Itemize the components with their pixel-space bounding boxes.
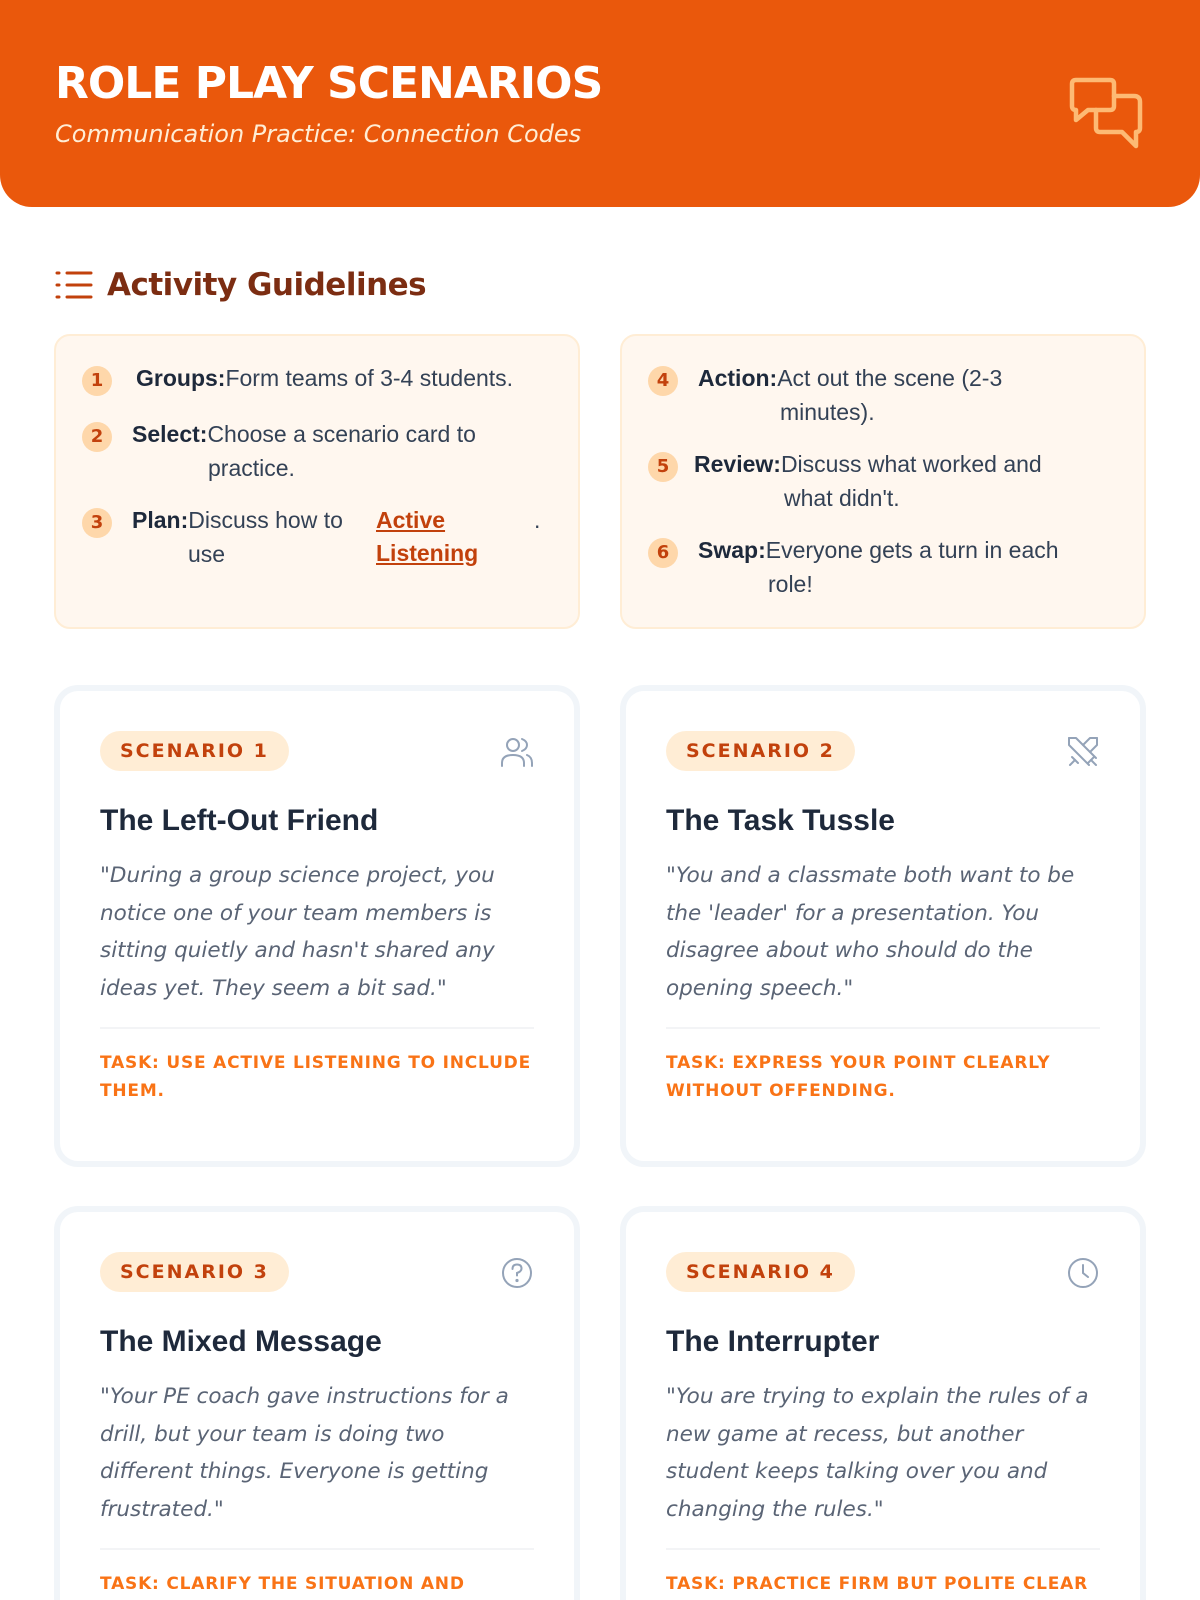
page-header	[0, 0, 1200, 207]
step-key: Groups:	[136, 365, 226, 391]
page-title: ROLE PLAY SCENARIOS	[55, 58, 603, 109]
step-text: Act out the scene (2-3	[777, 365, 1003, 391]
step-text-continued: role!	[768, 571, 813, 597]
active-listening-link[interactable]: Active Listening	[376, 507, 479, 566]
step-text-continued: practice.	[208, 455, 295, 481]
divider	[666, 1027, 1100, 1029]
scenario-card[interactable]	[620, 685, 1146, 1167]
scenario-title: The Task Tussle	[666, 804, 895, 837]
section-title: Activity Guidelines	[107, 267, 427, 303]
step-number: 6	[648, 538, 678, 568]
step-number: 4	[648, 366, 678, 396]
users-icon	[500, 735, 534, 769]
scenario-badge: SCENARIO 3	[100, 1252, 289, 1292]
divider	[100, 1027, 534, 1029]
step-text: Form teams of 3-4 students.	[225, 365, 514, 391]
list-icon	[55, 269, 93, 301]
step-text-continued: use	[188, 541, 226, 567]
step-key: Select:	[132, 421, 208, 447]
guidelines-panel-right	[620, 334, 1146, 629]
scenario-description: "You are trying to explain the rules of a new game at recess, but another student keeps talking over you and changing the rules."	[666, 1384, 1089, 1522]
step-key: Action:	[698, 365, 778, 391]
step-text: Everyone gets a turn in each	[765, 537, 1059, 563]
scenario-task: TASK: EXPRESS YOUR POINT CLEARLY WITHOUT OFFENDING.	[666, 1053, 1051, 1101]
step-text: Discuss how to	[188, 507, 343, 533]
step-text-continued: what didn't.	[784, 485, 900, 511]
step-text: Discuss what worked and	[780, 451, 1042, 477]
scenario-task: TASK: PRACTICE FIRM BUT POLITE CLEAR	[666, 1574, 1088, 1594]
step-number: 2	[82, 422, 112, 452]
divider	[666, 1548, 1100, 1550]
guidelines-heading	[55, 260, 426, 310]
crossed-swords-icon	[1066, 735, 1100, 769]
scenario-card[interactable]	[620, 1206, 1146, 1600]
scenario-badge: SCENARIO 1	[100, 731, 289, 771]
step-text-after: .	[534, 507, 541, 533]
divider	[100, 1548, 534, 1550]
step-number: 5	[648, 452, 678, 482]
scenario-card[interactable]	[54, 685, 580, 1167]
guidelines-panel-left	[54, 334, 580, 629]
step-number: 3	[82, 508, 112, 538]
page-subtitle: Communication Practice: Connection Codes	[55, 120, 582, 148]
scenario-badge: SCENARIO 2	[666, 731, 855, 771]
scenario-title: The Mixed Message	[100, 1325, 382, 1358]
question-circle-icon	[500, 1256, 534, 1290]
scenario-badge: SCENARIO 4	[666, 1252, 855, 1292]
scenario-description: "Your PE coach gave instructions for a drill, but your team is doing two different things. Everyone is getting frustrated."	[100, 1384, 509, 1522]
scenario-description: "You and a classmate both want to be the 'leader' for a presentation. You disagree about who should do the opening speech."	[666, 863, 1075, 1001]
clock-icon	[1066, 1256, 1100, 1290]
step-key: Swap:	[698, 537, 766, 563]
step-key: Plan:	[132, 507, 189, 533]
step-text-continued: minutes).	[780, 399, 875, 425]
scenario-title: The Left-Out Friend	[100, 804, 379, 837]
scenario-task: TASK: CLARIFY THE SITUATION AND	[100, 1574, 465, 1594]
chat-bubbles-icon	[1068, 76, 1146, 152]
step-number: 1	[82, 366, 112, 396]
scenario-description: "During a group science project, you notice one of your team members is sitting quietly and hasn't shared any ideas yet. They seem a bit sad."	[100, 863, 495, 1001]
step-text: Choose a scenario card to	[207, 421, 476, 447]
step-key: Review:	[694, 451, 781, 477]
scenario-title: The Interrupter	[666, 1325, 880, 1358]
scenario-task: TASK: USE ACTIVE LISTENING TO INCLUDE THEM.	[100, 1053, 532, 1101]
scenario-card[interactable]	[54, 1206, 580, 1600]
